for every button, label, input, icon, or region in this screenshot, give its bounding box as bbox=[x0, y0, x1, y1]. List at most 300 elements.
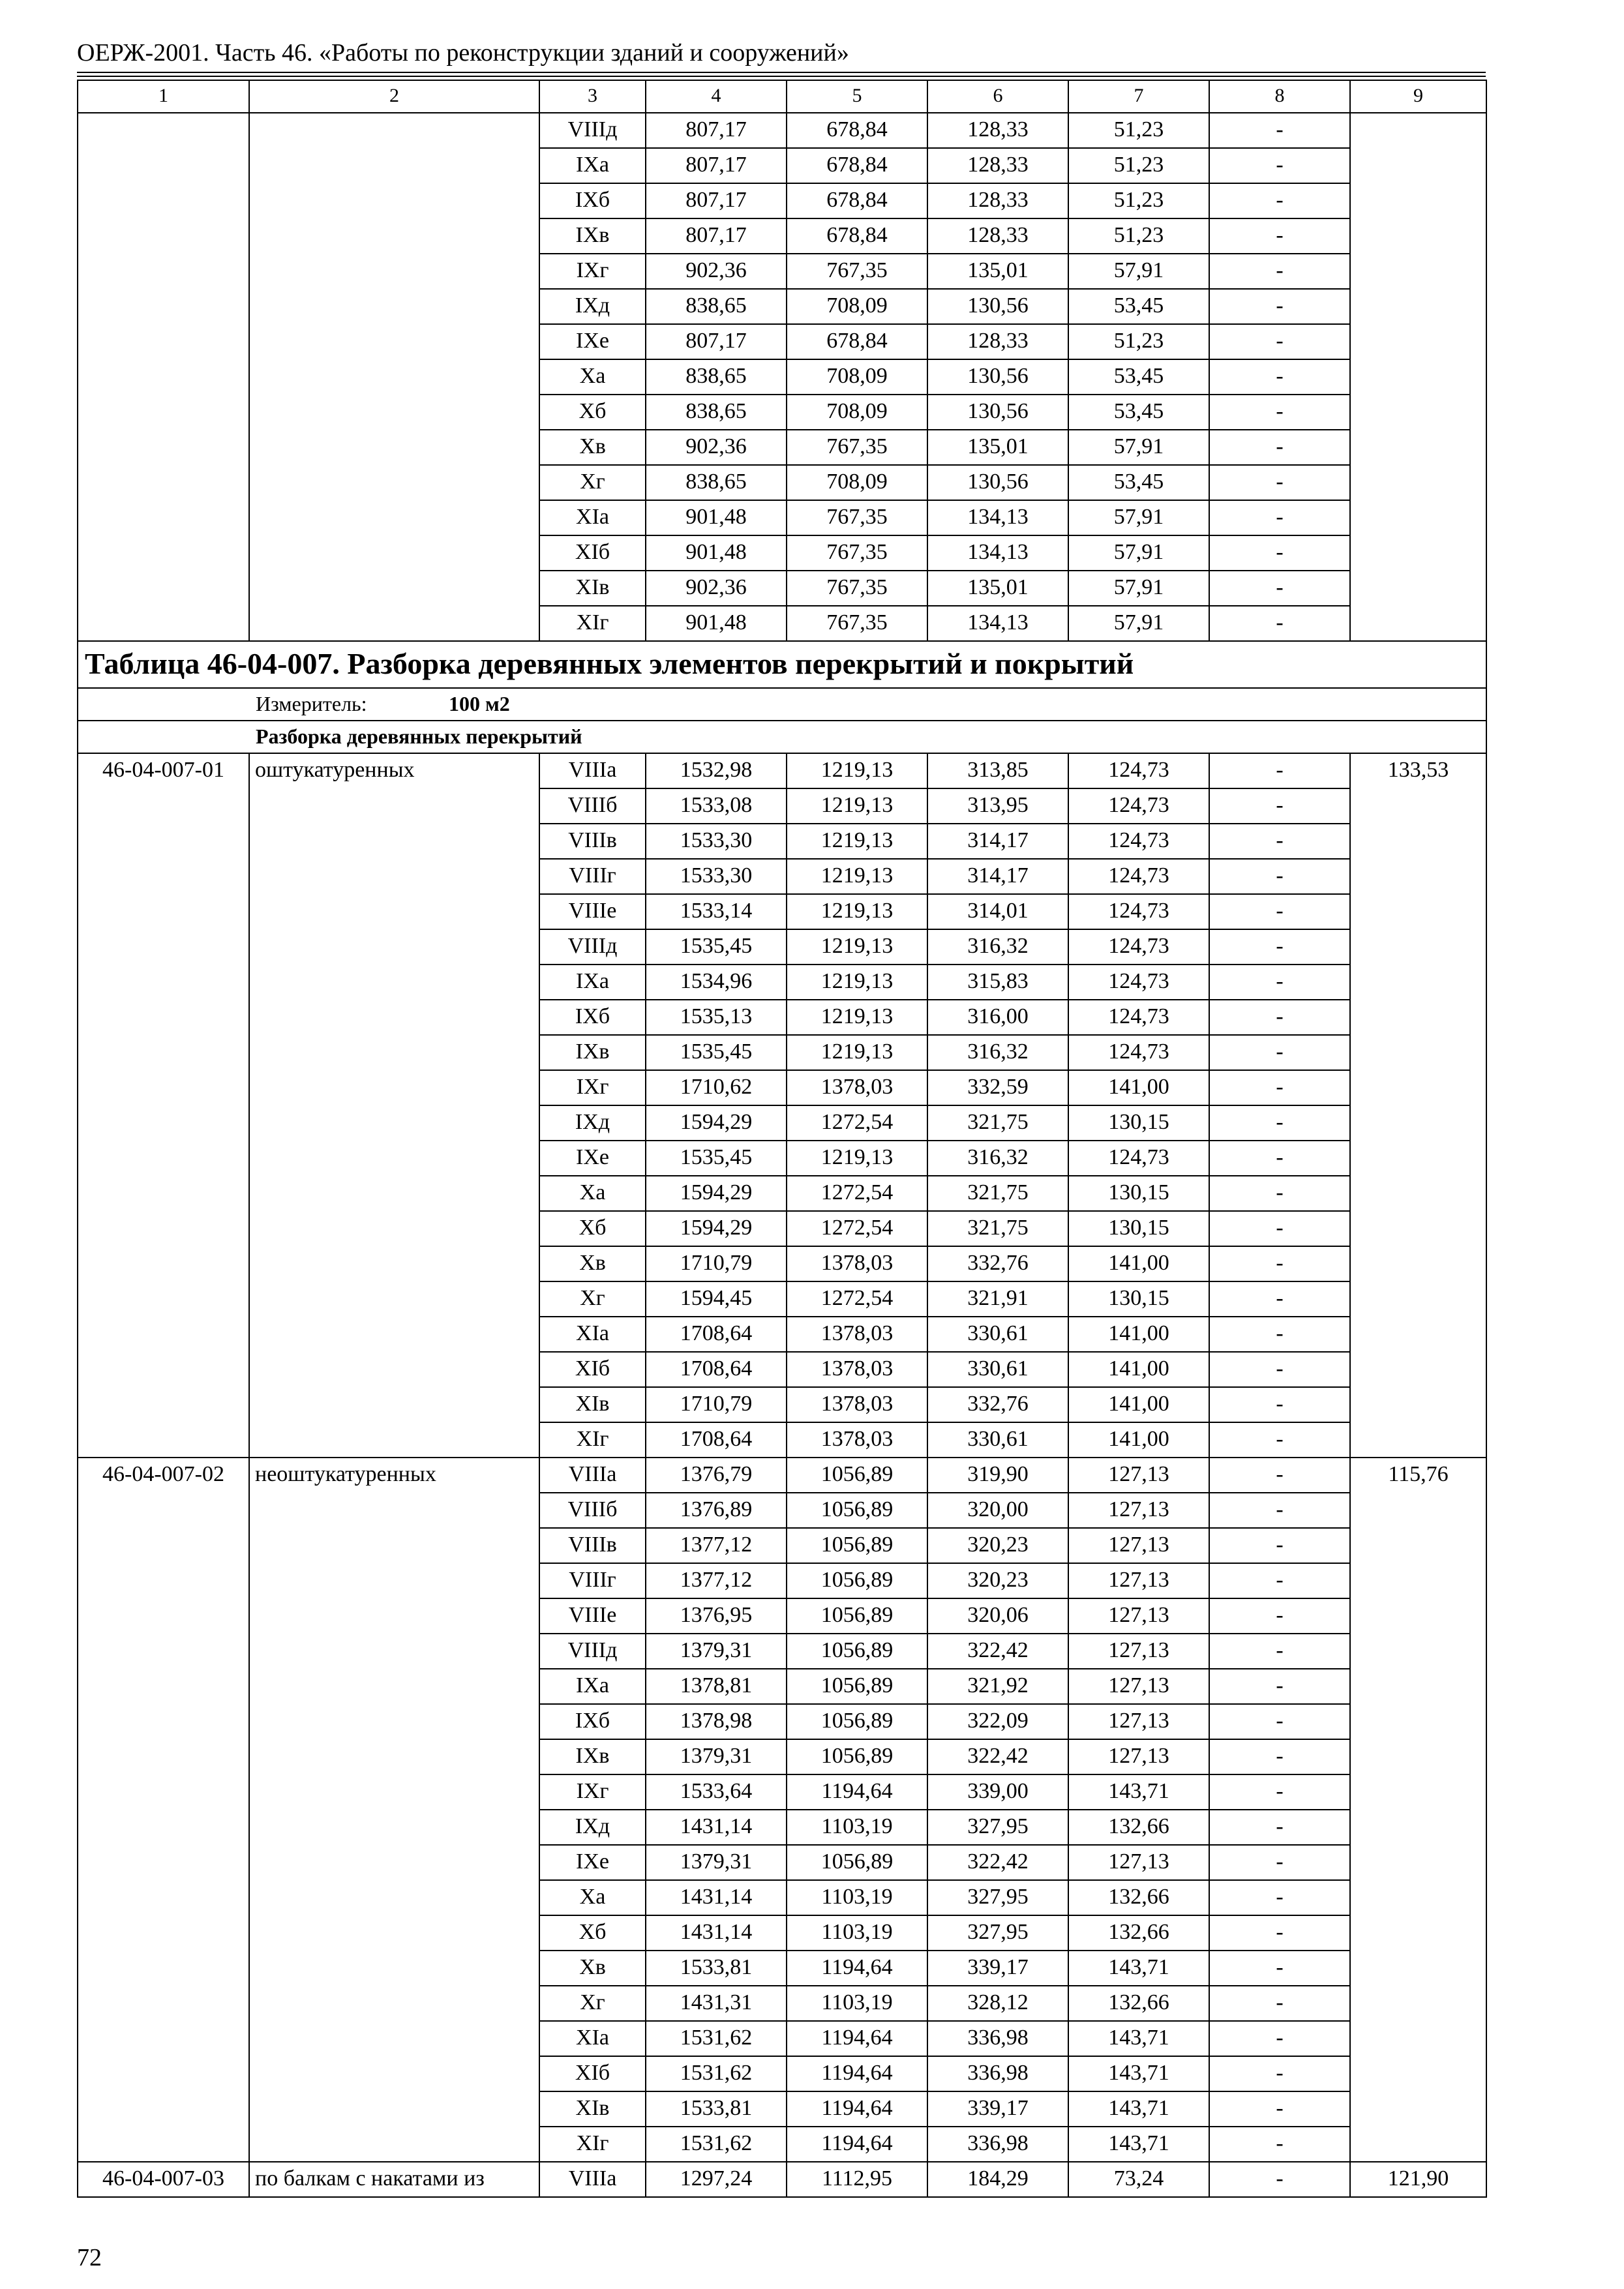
table-cell: 339,17 bbox=[927, 1951, 1068, 1986]
table-title-row bbox=[78, 641, 1486, 688]
code-cell-empty bbox=[78, 113, 249, 641]
table-cell: 316,32 bbox=[927, 1141, 1068, 1176]
table-cell: - bbox=[1209, 289, 1350, 324]
table-cell: - bbox=[1209, 965, 1350, 1000]
page-number: 72 bbox=[77, 2244, 102, 2271]
table-cell: 332,59 bbox=[927, 1070, 1068, 1105]
table-cell: 57,91 bbox=[1068, 535, 1209, 571]
table-cell: - bbox=[1209, 859, 1350, 894]
table-cell: 132,66 bbox=[1068, 1880, 1209, 1915]
table-cell: - bbox=[1209, 2021, 1350, 2056]
table-cell: 1379,31 bbox=[646, 1845, 787, 1880]
table-cell: 1297,24 bbox=[646, 2162, 787, 2197]
table-cell: - bbox=[1209, 1739, 1350, 1774]
table-cell: XIа bbox=[539, 1317, 646, 1352]
table-cell: IXе bbox=[539, 1845, 646, 1880]
table-cell: - bbox=[1209, 1563, 1350, 1598]
table-cell: IXв bbox=[539, 1739, 646, 1774]
column-number-cell: 9 bbox=[1350, 80, 1486, 113]
table-cell: 53,45 bbox=[1068, 395, 1209, 430]
table-cell: Xб bbox=[539, 1211, 646, 1246]
table-cell: 678,84 bbox=[787, 148, 927, 183]
table-cell: 132,66 bbox=[1068, 1810, 1209, 1845]
table-cell: 127,13 bbox=[1068, 1458, 1209, 1493]
table-cell: 1103,19 bbox=[787, 1986, 927, 2021]
table-cell: 1531,62 bbox=[646, 2021, 787, 2056]
table-cell: 1532,98 bbox=[646, 753, 787, 788]
column-number-cell: 6 bbox=[927, 80, 1068, 113]
table-row bbox=[78, 753, 1486, 788]
table-cell: 1533,81 bbox=[646, 2091, 787, 2127]
table-cell: 767,35 bbox=[787, 606, 927, 641]
table-cell: 1272,54 bbox=[787, 1211, 927, 1246]
table-cell: 128,33 bbox=[927, 183, 1068, 218]
table-cell: 328,12 bbox=[927, 1986, 1068, 2021]
table-cell: - bbox=[1209, 1246, 1350, 1281]
table-cell: 1535,13 bbox=[646, 1000, 787, 1035]
table-cell: 313,95 bbox=[927, 788, 1068, 824]
table-cell: XIб bbox=[539, 535, 646, 571]
table-cell: - bbox=[1209, 1317, 1350, 1352]
table-cell: 1431,14 bbox=[646, 1915, 787, 1951]
table-cell: 1056,89 bbox=[787, 1493, 927, 1528]
table-cell: 1272,54 bbox=[787, 1281, 927, 1317]
table-cell: 314,17 bbox=[927, 824, 1068, 859]
table-cell: 1056,89 bbox=[787, 1634, 927, 1669]
table-cell: - bbox=[1209, 359, 1350, 395]
table-cell: 1056,89 bbox=[787, 1739, 927, 1774]
unit-cell bbox=[78, 688, 1486, 721]
table-cell: 1219,13 bbox=[787, 859, 927, 894]
table-cell: 1056,89 bbox=[787, 1528, 927, 1563]
table-cell: Xб bbox=[539, 1915, 646, 1951]
table-cell: 1272,54 bbox=[787, 1105, 927, 1141]
table-cell: 332,76 bbox=[927, 1246, 1068, 1281]
table-cell: 127,13 bbox=[1068, 1845, 1209, 1880]
table-cell: 314,17 bbox=[927, 859, 1068, 894]
table-cell: XIг bbox=[539, 2127, 646, 2162]
table-cell: 1710,62 bbox=[646, 1070, 787, 1105]
table-cell: 130,56 bbox=[927, 465, 1068, 500]
table-cell: 1594,29 bbox=[646, 1211, 787, 1246]
table-cell: 124,73 bbox=[1068, 1141, 1209, 1176]
header-rule-top bbox=[77, 72, 1486, 73]
table-cell: VIIIг bbox=[539, 859, 646, 894]
table-cell: VIIIд bbox=[539, 1634, 646, 1669]
table-cell: 807,17 bbox=[646, 113, 787, 148]
table-cell: 901,48 bbox=[646, 535, 787, 571]
table-cell: 184,29 bbox=[927, 2162, 1068, 2197]
table-cell: 141,00 bbox=[1068, 1422, 1209, 1458]
table-cell: 322,42 bbox=[927, 1739, 1068, 1774]
table-cell: - bbox=[1209, 571, 1350, 606]
table-cell: XIа bbox=[539, 500, 646, 535]
table-cell: IXб bbox=[539, 1000, 646, 1035]
table-cell: - bbox=[1209, 2091, 1350, 2127]
table-cell: 330,61 bbox=[927, 1422, 1068, 1458]
table-cell: - bbox=[1209, 1810, 1350, 1845]
table-cell: 1219,13 bbox=[787, 753, 927, 788]
table-cell: 51,23 bbox=[1068, 218, 1209, 254]
table-cell: 124,73 bbox=[1068, 753, 1209, 788]
table-cell: 321,75 bbox=[927, 1211, 1068, 1246]
table-cell: 1594,29 bbox=[646, 1105, 787, 1141]
table-cell: 1056,89 bbox=[787, 1704, 927, 1739]
table-cell: 130,15 bbox=[1068, 1281, 1209, 1317]
table-cell: 127,13 bbox=[1068, 1739, 1209, 1774]
table-cell: 57,91 bbox=[1068, 606, 1209, 641]
table-cell: - bbox=[1209, 894, 1350, 929]
table-cell: 1533,30 bbox=[646, 824, 787, 859]
item-name: неоштукатуренных bbox=[249, 1458, 539, 2162]
table-cell: 1431,14 bbox=[646, 1810, 787, 1845]
table-cell: XIв bbox=[539, 571, 646, 606]
item-code: 46-04-007-03 bbox=[78, 2162, 249, 2197]
table-cell: 1535,45 bbox=[646, 1141, 787, 1176]
table-cell: 1379,31 bbox=[646, 1634, 787, 1669]
table-cell: 316,32 bbox=[927, 929, 1068, 965]
table-cell: - bbox=[1209, 1493, 1350, 1528]
page-header: ОЕРЖ-2001. Часть 46. «Работы по реконструкции зданий и сооружений» bbox=[77, 39, 849, 67]
table-cell: 321,91 bbox=[927, 1281, 1068, 1317]
table-cell: 320,06 bbox=[927, 1598, 1068, 1634]
table-cell: 1533,81 bbox=[646, 1951, 787, 1986]
column-number-cell: 8 bbox=[1209, 80, 1350, 113]
table-cell: - bbox=[1209, 824, 1350, 859]
table-cell: 1377,12 bbox=[646, 1563, 787, 1598]
table-cell: 902,36 bbox=[646, 571, 787, 606]
table-cell: Xв bbox=[539, 1246, 646, 1281]
table-cell: 316,32 bbox=[927, 1035, 1068, 1070]
price-table bbox=[77, 80, 1487, 2198]
table-cell: - bbox=[1209, 2162, 1350, 2197]
table-cell: 1594,29 bbox=[646, 1176, 787, 1211]
table-cell: VIIIв bbox=[539, 824, 646, 859]
item-code: 46-04-007-01 bbox=[78, 753, 249, 1458]
table-cell: - bbox=[1209, 753, 1350, 788]
table-cell: 1056,89 bbox=[787, 1845, 927, 1880]
table-cell: 130,15 bbox=[1068, 1105, 1209, 1141]
table-cell: IXд bbox=[539, 1105, 646, 1141]
table-cell: 767,35 bbox=[787, 535, 927, 571]
table-cell: 1379,31 bbox=[646, 1739, 787, 1774]
table-cell: - bbox=[1209, 113, 1350, 148]
table-cell: 327,95 bbox=[927, 1880, 1068, 1915]
table-cell: 330,61 bbox=[927, 1352, 1068, 1387]
table-cell: - bbox=[1209, 1951, 1350, 1986]
table-cell: 708,09 bbox=[787, 465, 927, 500]
table-cell: 767,35 bbox=[787, 254, 927, 289]
table-cell: - bbox=[1209, 1704, 1350, 1739]
table-cell: 141,00 bbox=[1068, 1070, 1209, 1105]
table-cell: 336,98 bbox=[927, 2056, 1068, 2091]
table-cell: 51,23 bbox=[1068, 148, 1209, 183]
table-cell: 807,17 bbox=[646, 148, 787, 183]
table-cell: VIIIе bbox=[539, 1598, 646, 1634]
table-cell: 678,84 bbox=[787, 218, 927, 254]
table-cell: - bbox=[1209, 1422, 1350, 1458]
table-cell: 1708,64 bbox=[646, 1422, 787, 1458]
table-cell: - bbox=[1209, 1986, 1350, 2021]
table-cell: 127,13 bbox=[1068, 1493, 1209, 1528]
table-cell: XIб bbox=[539, 2056, 646, 2091]
table-cell: 141,00 bbox=[1068, 1246, 1209, 1281]
table-cell: - bbox=[1209, 218, 1350, 254]
table-cell: 130,15 bbox=[1068, 1176, 1209, 1211]
table-cell: 1219,13 bbox=[787, 965, 927, 1000]
table-cell: IXв bbox=[539, 1035, 646, 1070]
table-cell: 1710,79 bbox=[646, 1387, 787, 1422]
table-cell: 134,13 bbox=[927, 606, 1068, 641]
item-col9: 121,90 bbox=[1350, 2162, 1486, 2197]
table-cell: - bbox=[1209, 2056, 1350, 2091]
column-number-cell: 7 bbox=[1068, 80, 1209, 113]
table-cell: 57,91 bbox=[1068, 254, 1209, 289]
item-name: оштукатуренных bbox=[249, 753, 539, 1458]
table-cell: IXб bbox=[539, 1704, 646, 1739]
table-cell: 1378,03 bbox=[787, 1422, 927, 1458]
table-cell: 807,17 bbox=[646, 183, 787, 218]
table-cell: XIв bbox=[539, 2091, 646, 2127]
table-cell: 1219,13 bbox=[787, 1000, 927, 1035]
table-cell: 322,09 bbox=[927, 1704, 1068, 1739]
table-cell: 339,00 bbox=[927, 1774, 1068, 1810]
table-cell: 1378,98 bbox=[646, 1704, 787, 1739]
item-name: по балкам с накатами из bbox=[249, 2162, 539, 2197]
table-cell: 1103,19 bbox=[787, 1915, 927, 1951]
table-cell: - bbox=[1209, 1915, 1350, 1951]
table-cell: 1377,12 bbox=[646, 1528, 787, 1563]
table-cell: 124,73 bbox=[1068, 824, 1209, 859]
table-title: Таблица 46-04-007. Разборка деревянных элементов перекрытий и покрытий bbox=[78, 641, 1486, 688]
table-cell: - bbox=[1209, 395, 1350, 430]
table-cell: 767,35 bbox=[787, 500, 927, 535]
table-cell: - bbox=[1209, 1211, 1350, 1246]
table-cell: 73,24 bbox=[1068, 2162, 1209, 2197]
table-cell: 1378,81 bbox=[646, 1669, 787, 1704]
table-cell: 127,13 bbox=[1068, 1704, 1209, 1739]
column-number-cell: 5 bbox=[787, 80, 927, 113]
table-cell: 127,13 bbox=[1068, 1634, 1209, 1669]
table-cell: 1219,13 bbox=[787, 824, 927, 859]
table-cell: - bbox=[1209, 1000, 1350, 1035]
unit-value: 100 м2 bbox=[449, 692, 510, 715]
table-cell: 807,17 bbox=[646, 218, 787, 254]
table-cell: 124,73 bbox=[1068, 1035, 1209, 1070]
table-row bbox=[78, 2162, 1486, 2197]
table-cell: 767,35 bbox=[787, 430, 927, 465]
table-cell: - bbox=[1209, 148, 1350, 183]
table-cell: 1378,03 bbox=[787, 1246, 927, 1281]
table-cell: - bbox=[1209, 1845, 1350, 1880]
table-cell: - bbox=[1209, 2127, 1350, 2162]
table-cell: - bbox=[1209, 500, 1350, 535]
table-cell: VIIIд bbox=[539, 113, 646, 148]
table-cell: 141,00 bbox=[1068, 1352, 1209, 1387]
table-cell: 320,00 bbox=[927, 1493, 1068, 1528]
table-cell: IXг bbox=[539, 254, 646, 289]
table-cell: 1219,13 bbox=[787, 894, 927, 929]
table-cell: 1219,13 bbox=[787, 1035, 927, 1070]
table-cell: 130,56 bbox=[927, 289, 1068, 324]
table-cell: IXд bbox=[539, 1810, 646, 1845]
table-cell: 1378,03 bbox=[787, 1317, 927, 1352]
table-cell: 767,35 bbox=[787, 571, 927, 606]
table-cell: 1531,62 bbox=[646, 2056, 787, 2091]
table-cell: 127,13 bbox=[1068, 1563, 1209, 1598]
table-cell: 128,33 bbox=[927, 218, 1068, 254]
table-cell: 708,09 bbox=[787, 289, 927, 324]
table-cell: 1708,64 bbox=[646, 1352, 787, 1387]
table-cell: 320,23 bbox=[927, 1528, 1068, 1563]
table-cell: 678,84 bbox=[787, 113, 927, 148]
table-cell: 128,33 bbox=[927, 113, 1068, 148]
header-rule-bottom bbox=[77, 76, 1486, 77]
table-row bbox=[78, 1458, 1486, 1493]
table-cell: 143,71 bbox=[1068, 2056, 1209, 2091]
table-cell: 1533,30 bbox=[646, 859, 787, 894]
table-cell: 1378,03 bbox=[787, 1070, 927, 1105]
table-cell: 327,95 bbox=[927, 1915, 1068, 1951]
table-cell: 51,23 bbox=[1068, 113, 1209, 148]
table-cell: VIIIг bbox=[539, 1563, 646, 1598]
table-cell: 134,13 bbox=[927, 500, 1068, 535]
table-cell: - bbox=[1209, 1598, 1350, 1634]
table-cell: 1535,45 bbox=[646, 1035, 787, 1070]
table-cell: - bbox=[1209, 324, 1350, 359]
table-cell: 141,00 bbox=[1068, 1317, 1209, 1352]
table-cell: IXг bbox=[539, 1070, 646, 1105]
table-cell: - bbox=[1209, 1105, 1350, 1141]
table-cell: 838,65 bbox=[646, 395, 787, 430]
table-cell: 320,23 bbox=[927, 1563, 1068, 1598]
table-cell: VIIIе bbox=[539, 894, 646, 929]
table-cell: 130,56 bbox=[927, 395, 1068, 430]
table-cell: 1103,19 bbox=[787, 1810, 927, 1845]
table-cell: 143,71 bbox=[1068, 2021, 1209, 2056]
table-cell: 807,17 bbox=[646, 324, 787, 359]
table-cell: IXг bbox=[539, 1774, 646, 1810]
table-cell: - bbox=[1209, 1634, 1350, 1669]
table-cell: 130,15 bbox=[1068, 1211, 1209, 1246]
name-cell-empty bbox=[249, 113, 539, 641]
table-cell: - bbox=[1209, 535, 1350, 571]
table-cell: Xа bbox=[539, 1880, 646, 1915]
table-cell: XIб bbox=[539, 1352, 646, 1387]
table-cell: 1533,64 bbox=[646, 1774, 787, 1810]
table-cell: 53,45 bbox=[1068, 465, 1209, 500]
table-cell: VIIIа bbox=[539, 753, 646, 788]
table-cell: - bbox=[1209, 1669, 1350, 1704]
table-cell: IXе bbox=[539, 1141, 646, 1176]
table-cell: - bbox=[1209, 430, 1350, 465]
table-cell: Xб bbox=[539, 395, 646, 430]
table-cell: 316,00 bbox=[927, 1000, 1068, 1035]
table-cell: - bbox=[1209, 254, 1350, 289]
table-cell: 132,66 bbox=[1068, 1915, 1209, 1951]
table-cell: 321,75 bbox=[927, 1176, 1068, 1211]
table-cell: 1378,03 bbox=[787, 1352, 927, 1387]
table-cell: 143,71 bbox=[1068, 1774, 1209, 1810]
table-cell: IXе bbox=[539, 324, 646, 359]
table-cell: VIIIб bbox=[539, 788, 646, 824]
table-cell: - bbox=[1209, 1141, 1350, 1176]
table-cell: 838,65 bbox=[646, 359, 787, 395]
table-cell: 124,73 bbox=[1068, 859, 1209, 894]
subheading: Разборка деревянных перекрытий bbox=[78, 721, 1486, 753]
table-cell: 57,91 bbox=[1068, 430, 1209, 465]
item-col9: 133,53 bbox=[1350, 753, 1486, 1458]
table-cell: IXа bbox=[539, 148, 646, 183]
table-cell: 1272,54 bbox=[787, 1176, 927, 1211]
table-cell: 1378,03 bbox=[787, 1387, 927, 1422]
table-cell: - bbox=[1209, 929, 1350, 965]
table-cell: Xв bbox=[539, 1951, 646, 1986]
table-cell: 1594,45 bbox=[646, 1281, 787, 1317]
table-cell: 1056,89 bbox=[787, 1598, 927, 1634]
table-cell: 53,45 bbox=[1068, 359, 1209, 395]
table-cell: 51,23 bbox=[1068, 324, 1209, 359]
table-cell: 339,17 bbox=[927, 2091, 1068, 2127]
table-cell: - bbox=[1209, 1528, 1350, 1563]
table-cell: 708,09 bbox=[787, 359, 927, 395]
table-cell: - bbox=[1209, 1176, 1350, 1211]
unit-row bbox=[78, 688, 1486, 721]
table-cell: - bbox=[1209, 1281, 1350, 1317]
table-cell: XIа bbox=[539, 2021, 646, 2056]
table-cell: 1219,13 bbox=[787, 1141, 927, 1176]
table-cell: XIг bbox=[539, 606, 646, 641]
table-cell: 1194,64 bbox=[787, 2091, 927, 2127]
table-cell: 1219,13 bbox=[787, 788, 927, 824]
table-cell: - bbox=[1209, 1774, 1350, 1810]
table-cell: - bbox=[1209, 1387, 1350, 1422]
table-cell: XIг bbox=[539, 1422, 646, 1458]
table-cell: 321,92 bbox=[927, 1669, 1068, 1704]
table-cell: 1708,64 bbox=[646, 1317, 787, 1352]
table-cell: IXд bbox=[539, 289, 646, 324]
table-cell: 1376,95 bbox=[646, 1598, 787, 1634]
table-cell: 1376,79 bbox=[646, 1458, 787, 1493]
table-cell: 124,73 bbox=[1068, 929, 1209, 965]
table-cell: 132,66 bbox=[1068, 1986, 1209, 2021]
column-number-cell: 2 bbox=[249, 80, 539, 113]
table-cell: Xг bbox=[539, 1986, 646, 2021]
table-cell: - bbox=[1209, 1035, 1350, 1070]
table-cell: 134,13 bbox=[927, 535, 1068, 571]
table-cell: 327,95 bbox=[927, 1810, 1068, 1845]
table-cell: - bbox=[1209, 606, 1350, 641]
table-cell: 1533,14 bbox=[646, 894, 787, 929]
item-code: 46-04-007-02 bbox=[78, 1458, 249, 2162]
item-col9: 115,76 bbox=[1350, 1458, 1486, 2162]
table-cell: 1056,89 bbox=[787, 1563, 927, 1598]
table-cell: 330,61 bbox=[927, 1317, 1068, 1352]
table-cell: 902,36 bbox=[646, 430, 787, 465]
table-cell: 902,36 bbox=[646, 254, 787, 289]
table-cell: 1535,45 bbox=[646, 929, 787, 965]
table-cell: 336,98 bbox=[927, 2127, 1068, 2162]
table-cell: 1056,89 bbox=[787, 1669, 927, 1704]
table-cell: 336,98 bbox=[927, 2021, 1068, 2056]
table-row bbox=[78, 113, 1486, 148]
table-cell: 1194,64 bbox=[787, 2127, 927, 2162]
table-cell: - bbox=[1209, 1070, 1350, 1105]
table-cell: VIIIб bbox=[539, 1493, 646, 1528]
table-cell: VIIIд bbox=[539, 929, 646, 965]
table-cell: 124,73 bbox=[1068, 965, 1209, 1000]
table-cell: 838,65 bbox=[646, 465, 787, 500]
